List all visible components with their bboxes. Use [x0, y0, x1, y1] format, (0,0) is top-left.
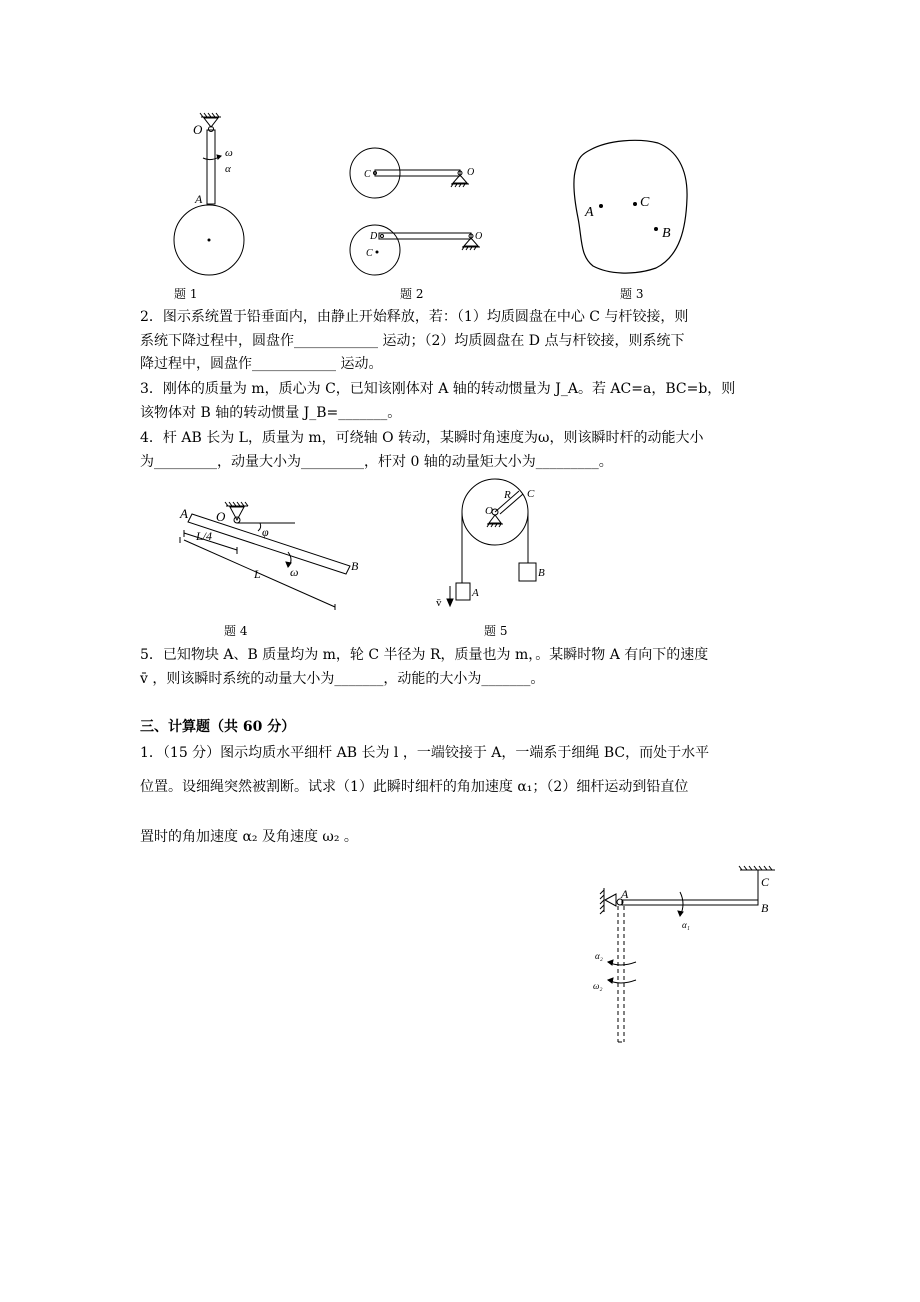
caption-fig5: 题 5	[484, 624, 508, 638]
fig1-label-alpha: α	[225, 163, 231, 175]
fig5-label-O: O	[485, 505, 493, 517]
fig2-label-O2: O	[475, 231, 483, 242]
fig4-label-A: A	[180, 506, 188, 521]
caption-fig4: 题 4	[224, 624, 248, 638]
q2-line1: 2．图示系统置于铅垂面内，由静止开始释放，若：（1）均质圆盘在中心 C 与杆铰接，则	[140, 309, 689, 325]
fig4-label-omega: ω	[290, 565, 299, 579]
q3-line2: 该物体对 B 轴的转动惯量 J_B=_______。	[140, 405, 402, 421]
q5-line2: v̄ ，则该瞬时系统的动量大小为_______，动能的大小为_______。	[140, 671, 545, 687]
fig3-label-B: B	[662, 226, 671, 241]
fig2-label-O1: O	[467, 167, 475, 178]
fig5-label-v: v̄	[436, 597, 442, 609]
fig2-label-C1: C	[364, 169, 371, 180]
calc-label-B: B	[761, 901, 769, 915]
q2-line3: 降过程中，圆盘作____________ 运动。	[140, 356, 383, 372]
calc-q1-line1: 1．（15 分）图示均质水平细杆 AB 长为 l ，一端铰接于 A，一端系于细绳 BC，而处于水平	[140, 745, 710, 761]
q5-line1: 5．已知物块 A、B 质量均为 m，轮 C 半径为 R，质量也为 m，。某瞬时物 A 有向下的速度	[140, 647, 709, 663]
caption-fig1: 题 1	[174, 287, 198, 301]
calc-label-omega2: ω₂	[593, 981, 603, 991]
fig5-label-C: C	[527, 488, 535, 500]
fig1-label-omega: ω	[225, 147, 233, 159]
calc-label-A: A	[621, 887, 629, 901]
fig2-label-D: D	[370, 231, 378, 242]
fig4-label-L: L	[254, 567, 261, 581]
fig4-label-B: B	[351, 559, 359, 573]
fig5-label-B: B	[538, 567, 545, 579]
figure-4	[170, 500, 365, 615]
calc-q1-line3: 置时的角加速度 α₂ 及角速度 ω₂ 。	[140, 829, 358, 845]
calc-label-C: C	[761, 875, 770, 889]
q4-line1: 4．杆 AB 长为 L，质量为 m，可绕轴 O 转动，某瞬时角速度为ω，则该瞬时杆的动能大小	[140, 430, 704, 446]
figure-5	[430, 478, 560, 613]
calc-label-alpha1: α₁	[682, 920, 690, 930]
caption-fig3: 题 3	[620, 287, 644, 301]
fig3-label-C: C	[640, 195, 650, 210]
fig2-label-C2: C	[366, 248, 373, 259]
caption-fig2: 题 2	[400, 287, 424, 301]
figure-3	[568, 138, 693, 278]
calc-label-alpha2: α₂	[595, 951, 603, 961]
fig4-label-L4: L/4	[196, 529, 213, 543]
figure-2	[348, 145, 488, 280]
calc-figure	[590, 862, 785, 1047]
q4-line2: 为_________，动量大小为_________，杆对 0 轴的动量矩大小为_________。	[140, 454, 613, 470]
fig5-label-A: A	[472, 587, 479, 599]
fig5-label-R: R	[504, 489, 511, 501]
fig1-label-A: A	[195, 192, 203, 206]
section3-heading: 三、计算题（共 60 分）	[140, 719, 296, 735]
q2-line2: 系统下降过程中，圆盘作____________ 运动；（2）均质圆盘在 D 点与杆铰接，则系统下	[140, 333, 685, 349]
q3-line1: 3．刚体的质量为 m，质心为 C，已知该刚体对 A 轴的转动惯量为 J_A。若 AC=a，BC=b，则	[140, 381, 736, 397]
fig4-label-phi: φ	[262, 525, 269, 539]
fig3-label-A: A	[585, 205, 594, 220]
fig1-label-O: O	[193, 122, 203, 137]
fig4-label-O: O	[216, 509, 226, 524]
calc-q1-line2: 位置。设细绳突然被割断。试求（1）此瞬时细杆的角加速度 α₁；（2）细杆运动到铅直位	[140, 779, 689, 795]
figure-1	[165, 112, 255, 282]
